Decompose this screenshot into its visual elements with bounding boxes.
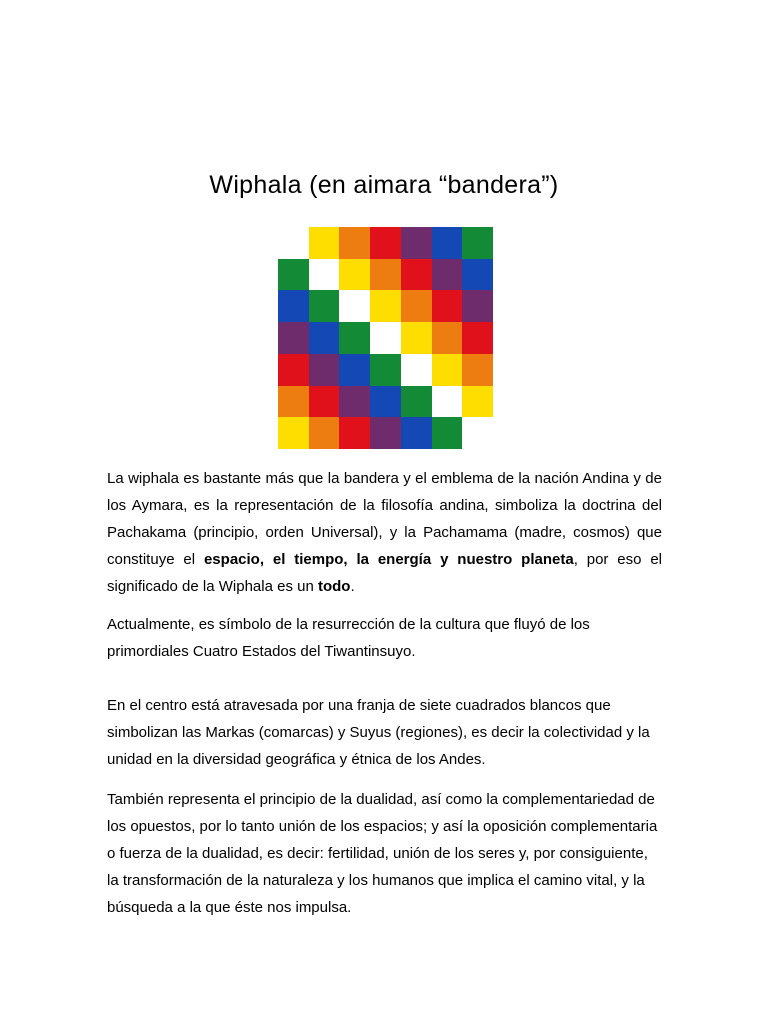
flag-square-orange xyxy=(432,322,463,354)
flag-square-blue xyxy=(278,290,309,322)
flag-square-purple xyxy=(370,417,401,449)
flag-square-purple xyxy=(432,259,463,291)
flag-square-blue xyxy=(339,354,370,386)
flag-square-orange xyxy=(462,354,493,386)
bold-word-todo: todo xyxy=(317,578,351,595)
flag-square-green xyxy=(278,259,309,291)
flag-square-green xyxy=(339,322,370,354)
flag-square-blue xyxy=(462,259,493,291)
flag-square-white xyxy=(432,386,463,418)
flag-square-white xyxy=(339,290,370,322)
paragraph-center-stripe xyxy=(107,692,662,773)
flag-square-red xyxy=(278,354,309,386)
flag-square-orange xyxy=(278,386,309,418)
flag-square-blue xyxy=(309,322,340,354)
bold-phrase-space-time: espacio, el tiempo, la energía y nuestro planeta xyxy=(203,551,574,568)
paragraph-symbol xyxy=(107,611,662,665)
paragraph-center-stripe-text: En el centro está atravesada por una franja de siete cuadrados blancos que simbolizan las Markas (comarcas) y Suyus (regiones), es decir la colectividad y la unidad en la diversidad geográfica y étnica de los Andes. xyxy=(107,697,650,768)
flag-square-orange xyxy=(370,259,401,291)
flag-square-orange xyxy=(309,417,340,449)
flag-square-red xyxy=(370,227,401,259)
wiphala-flag-image xyxy=(278,227,493,449)
flag-square-red xyxy=(432,290,463,322)
flag-square-yellow xyxy=(370,290,401,322)
flag-square-white xyxy=(370,322,401,354)
flag-square-white xyxy=(278,227,309,259)
document-title: Wiphala (en aimara “bandera”) xyxy=(209,171,559,199)
flag-square-green xyxy=(370,354,401,386)
flag-square-green xyxy=(462,227,493,259)
flag-square-orange xyxy=(339,227,370,259)
flag-square-purple xyxy=(339,386,370,418)
flag-square-purple xyxy=(278,322,309,354)
paragraph-symbol-text: Actualmente, es símbolo de la resurrección de la cultura que fluyó de los primordiales Cuatro Estados del Tiwantinsuyo. xyxy=(107,616,590,660)
paragraph-definition-text xyxy=(107,465,662,600)
paragraph-definition xyxy=(107,465,662,600)
flag-square-green xyxy=(309,290,340,322)
paragraph-definition-start: La wiphala es bastante más que la bandera y el emblema de la nación Andina y de los Aymara, es la representación de la filosofía andina, simboliza la doctrina del Pachakama (principio, orden Universal), y la Pachamama (madre, cosmos) que constituye el xyxy=(107,470,662,568)
flag-square-purple xyxy=(401,227,432,259)
flag-square-red xyxy=(462,322,493,354)
flag-square-purple xyxy=(462,290,493,322)
flag-square-white xyxy=(309,259,340,291)
flag-square-blue xyxy=(401,417,432,449)
flag-square-yellow xyxy=(401,322,432,354)
paragraph-definition-middle: , por eso el significado de la Wiphala es un xyxy=(107,551,663,595)
flag-square-red xyxy=(309,386,340,418)
flag-square-blue xyxy=(370,386,401,418)
flag-square-orange xyxy=(401,290,432,322)
flag-square-white xyxy=(462,417,493,449)
flag-square-green xyxy=(432,417,463,449)
flag-square-purple xyxy=(309,354,340,386)
flag-square-blue xyxy=(432,227,463,259)
paragraph-definition-end: . xyxy=(350,578,355,595)
flag-square-yellow xyxy=(309,227,340,259)
flag-square-red xyxy=(401,259,432,291)
flag-square-yellow xyxy=(432,354,463,386)
flag-square-green xyxy=(401,386,432,418)
flag-square-yellow xyxy=(278,417,309,449)
flag-square-yellow xyxy=(339,259,370,291)
paragraph-duality-text: También representa el principio de la dualidad, así como la complementariedad de los opuestos, por lo tanto unión de los espacios; y así la oposición complementaria o fuerza de la dualidad, es decir: fertilidad, unión de los seres y, por consiguiente, la transformación de la naturaleza y los humanos que implica el camino vital, y la búsqueda a la que éste nos impulsa. xyxy=(107,791,658,916)
flag-square-white xyxy=(401,354,432,386)
flag-square-red xyxy=(339,417,370,449)
flag-square-yellow xyxy=(462,386,493,418)
paragraph-duality xyxy=(107,786,662,921)
